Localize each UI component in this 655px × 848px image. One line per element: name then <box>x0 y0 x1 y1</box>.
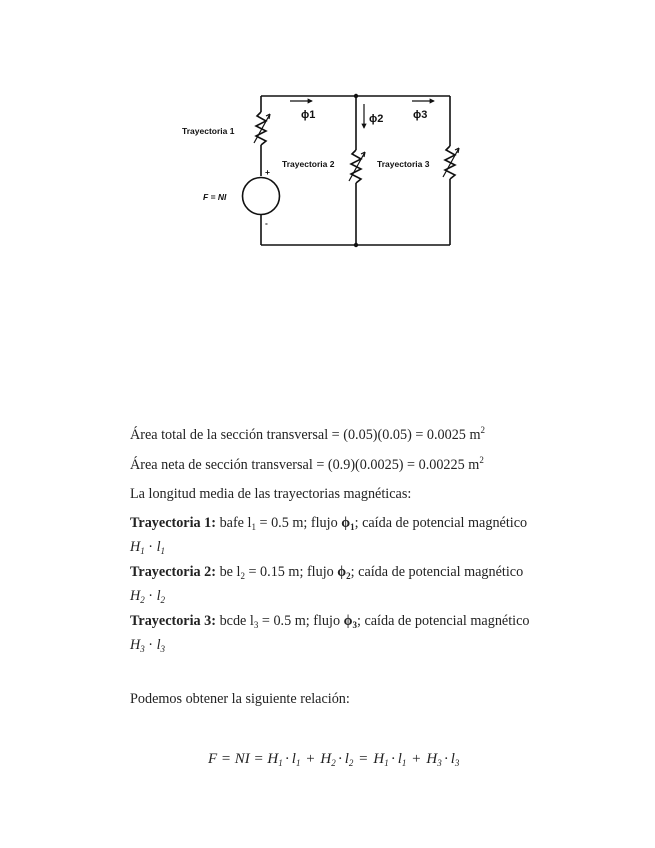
flux-3-label: ϕ3 <box>413 109 428 121</box>
path-3-drop: $H_3 \cdot l_3$ <box>130 637 166 654</box>
resistor-1 <box>256 112 266 145</box>
path-3-label: Trayectoria 3 <box>377 159 430 169</box>
area-neta-line: Área neta de sección transversal = (0.9)(0.0025) = 0.00225 $m^2$ <box>130 455 484 473</box>
resistor-3 <box>445 146 455 179</box>
flux-2-label: ϕ2 <box>369 113 384 125</box>
path-1-drop: $H_1 \cdot l_1$ <box>130 539 166 556</box>
plus-sign: + <box>265 167 270 177</box>
path-1-label: Trayectoria 1 <box>182 126 235 136</box>
relation-equation: F = NI = $H_1 \cdot l_1 + H_2 \cdot l_2 = H_1 \cdot l_1 + H_3 \cdot l_3$ <box>208 751 460 768</box>
path-2-drop: $H_2 \cdot l_2$ <box>130 588 166 605</box>
junction-top <box>354 94 358 98</box>
path-2-label: Trayectoria 2 <box>282 159 335 169</box>
relation-intro-line: Podemos obtener la siguiente relación: <box>130 691 350 707</box>
junction-bottom <box>354 243 358 247</box>
area-total-line: Área total de la sección transversal = (0.05)(0.05) = 0.0025 $m^2$ <box>130 425 485 443</box>
flux-1-label: ϕ1 <box>301 109 316 121</box>
minus-sign: - <box>265 218 268 228</box>
magnetic-circuit-figure <box>170 88 480 253</box>
intro-line: La longitud media de las trayectorias magnéticas: <box>130 486 412 502</box>
path-2-line: Trayectoria 2: be $l_2 = 0.15$ m; flujo $\phi_2$; caída de potencial magnético <box>130 564 524 581</box>
source-label: F = NI <box>203 192 227 202</box>
path-1-line: Trayectoria 1: bafe $l_1 = 0.5$ m; flujo $\phi_1$; caída de potencial magnético <box>130 515 528 532</box>
path-3-line: Trayectoria 3: bcde $l_3 = 0.5$ m; flujo $\phi_3$; caída de potencial magnético <box>130 613 530 630</box>
mmf-source <box>243 178 280 215</box>
resistor-2 <box>351 150 361 183</box>
